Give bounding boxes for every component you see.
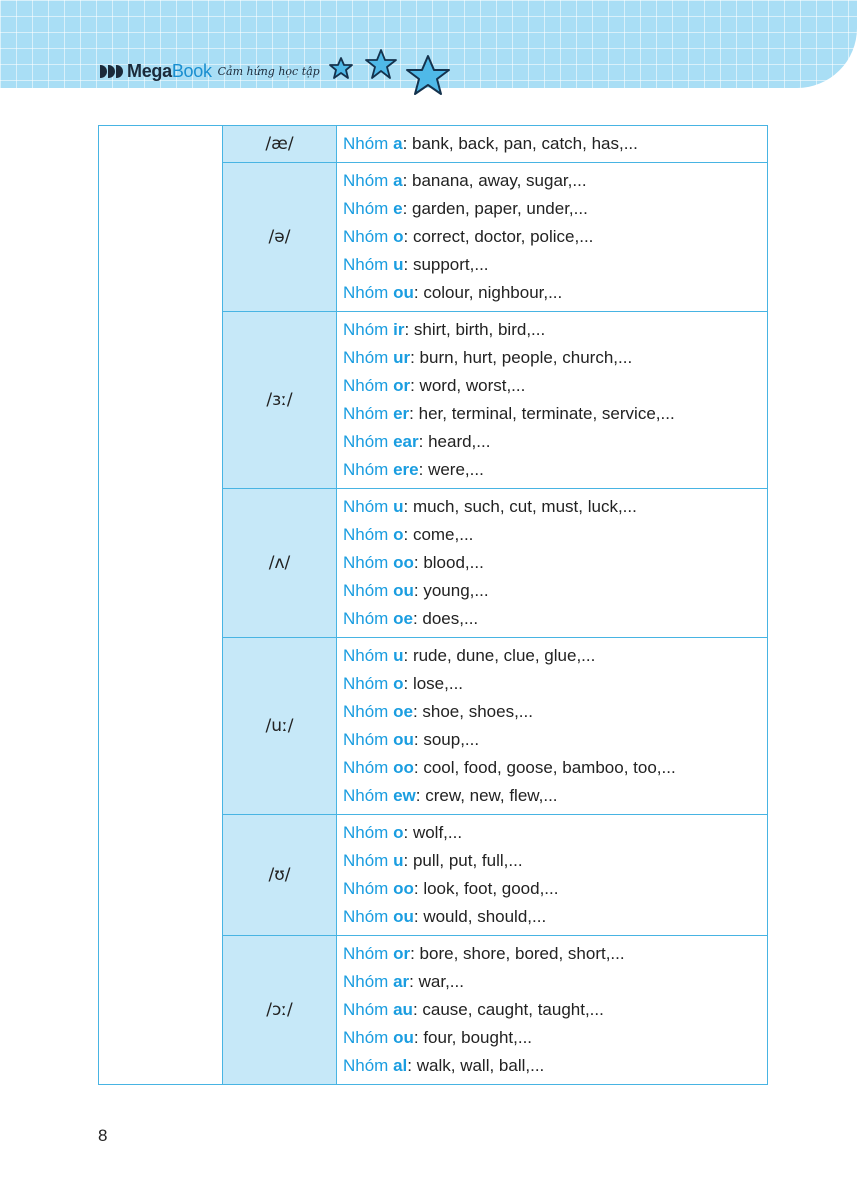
phonetic-symbol: /ʊ/ [223,815,337,936]
spelling-rule: Nhóm u: support,... [343,255,489,274]
spelling-rule: Nhóm u: pull, put, full,... [343,851,523,870]
rule-label: Nhóm [343,553,389,572]
rule-examples: banana, away, sugar,... [412,171,587,190]
rule-letters: u [393,497,404,516]
rule-letters: ou [393,581,414,600]
spelling-rule: Nhóm ou: colour, nighbour,... [343,283,563,302]
rule-examples: blood,... [423,553,484,572]
spelling-rule: Nhóm e: garden, paper, under,... [343,199,588,218]
rule-label: Nhóm [343,972,389,991]
rule-letters: ew [393,786,416,805]
spelling-rules-cell [337,638,768,815]
spelling-rules-cell [337,126,768,163]
spelling-rule: Nhóm ou: would, should,... [343,907,547,926]
rule-examples: come,... [412,525,474,544]
table-row [99,126,768,163]
rule-letters: a [393,171,403,190]
rule-letters: ou [393,907,414,926]
megabook-logo-icon [100,65,124,78]
rule-examples: soup,... [423,730,480,749]
rule-label: Nhóm [343,879,389,898]
rule-label: Nhóm [343,199,389,218]
phonetic-symbol: /æ/ [223,126,337,163]
rule-examples: word, worst,... [419,376,526,395]
rule-examples: shirt, birth, bird,... [413,320,546,339]
rule-label: Nhóm [343,348,389,367]
rule-label: Nhóm [343,851,389,870]
rule-label: Nhóm [343,674,389,693]
rule-letters: u [393,255,404,274]
rule-examples: colour, nighbour,... [423,283,563,302]
rule-label: Nhóm [343,134,389,153]
spelling-rule: Nhóm ir: shirt, birth, bird,... [343,320,546,339]
rule-label: Nhóm [343,404,389,423]
spelling-rule: Nhóm al: walk, wall, ball,... [343,1056,545,1075]
rule-label: Nhóm [343,227,389,246]
spelling-rules-cell [337,936,768,1085]
spelling-rule: Nhóm oo: cool, food, goose, bamboo, too,... [343,758,676,777]
star-icon [366,50,396,78]
rule-label: Nhóm [343,1000,389,1019]
rule-label: Nhóm [343,525,389,544]
rule-examples: rude, dune, clue, glue,... [412,646,596,665]
rule-examples: wolf,... [412,823,463,842]
rule-examples: would, should,... [423,907,547,926]
rule-letters: au [393,1000,413,1019]
rule-letters: o [393,227,404,246]
rule-letters: ere [393,460,419,479]
spelling-rule: Nhóm ar: war,... [343,972,464,991]
spelling-rule: Nhóm or: bore, shore, bored, short,... [343,944,625,963]
rule-letters: ur [393,348,411,367]
rule-letters: ear [393,432,419,451]
spelling-rule: Nhóm u: rude, dune, clue, glue,... [343,646,596,665]
spelling-rule: Nhóm a: banana, away, sugar,... [343,171,587,190]
rule-examples: her, terminal, terminate, service,... [418,404,675,423]
spelling-rule: Nhóm ew: crew, new, flew,... [343,786,558,805]
rule-letters: o [393,525,404,544]
rule-examples: correct, doctor, police,... [412,227,594,246]
rule-letters: ou [393,1028,414,1047]
brand-tagline: Cảm hứng học tập [217,64,320,78]
spelling-rule: Nhóm o: correct, doctor, police,... [343,227,594,246]
rule-label: Nhóm [343,283,389,302]
rule-label: Nhóm [343,646,389,665]
spelling-rules-cell [337,312,768,489]
category-cell [99,126,223,1085]
rule-letters: oe [393,702,413,721]
spelling-rules-cell [337,163,768,312]
rule-letters: o [393,823,404,842]
spelling-rule: Nhóm ou: four, bought,... [343,1028,533,1047]
rule-label: Nhóm [343,255,389,274]
rule-letters: o [393,674,404,693]
star-icon [407,56,449,94]
rule-label: Nhóm [343,758,389,777]
spelling-rule: Nhóm ear: heard,... [343,432,491,451]
rule-letters: or [393,944,411,963]
spelling-rule: Nhóm o: come,... [343,525,474,544]
rule-examples: burn, hurt, people, church,... [419,348,633,367]
phonics-table [98,125,768,1085]
page-number: 8 [98,1126,108,1145]
rule-label: Nhóm [343,907,389,926]
phonetic-symbol: /ʌ/ [223,489,337,638]
spelling-rule: Nhóm ere: were,... [343,460,484,479]
spelling-rule: Nhóm o: wolf,... [343,823,463,842]
spelling-rule: Nhóm oe: shoe, shoes,... [343,702,533,721]
rule-examples: does,... [422,609,479,628]
rule-examples: bore, shore, bored, short,... [419,944,625,963]
rule-label: Nhóm [343,609,389,628]
spelling-rules-cell [337,489,768,638]
rule-letters: e [393,199,403,218]
phonetic-symbol: /ə/ [223,163,337,312]
rule-examples: cool, food, goose, bamboo, too,... [423,758,676,777]
rule-letters: oo [393,553,414,572]
brand-logo [100,58,320,84]
phonetic-symbol: /ɜː/ [223,312,337,489]
spelling-rule: Nhóm au: cause, caught, taught,... [343,1000,604,1019]
stars-decoration [327,44,457,98]
rule-examples: young,... [423,581,489,600]
rule-letters: oo [393,879,414,898]
rule-label: Nhóm [343,786,389,805]
rule-examples: walk, wall, ball,... [416,1056,545,1075]
rule-examples: heard,... [428,432,491,451]
rule-label: Nhóm [343,944,389,963]
rule-label: Nhóm [343,1056,389,1075]
rule-examples: bank, back, pan, catch, has,... [412,134,638,153]
phonetic-symbol: /uː/ [223,638,337,815]
rule-letters: a [393,134,403,153]
spelling-rule: Nhóm ur: burn, hurt, people, church,... [343,348,633,367]
rule-examples: four, bought,... [423,1028,533,1047]
spelling-rule: Nhóm er: her, terminal, terminate, service,... [343,404,675,423]
rule-examples: garden, paper, under,... [412,199,588,218]
rule-letters: er [393,404,410,423]
rule-examples: look, foot, good,... [423,879,559,898]
spelling-rule: Nhóm u: much, such, cut, must, luck,... [343,497,637,516]
rule-label: Nhóm [343,376,389,395]
rule-letters: ou [393,283,414,302]
phonetic-symbol: /ɔː/ [223,936,337,1085]
rule-label: Nhóm [343,823,389,842]
brand-name: MegaBook [127,60,212,81]
rule-label: Nhóm [343,1028,389,1047]
rule-examples: lose,... [412,674,464,693]
spelling-rules-cell [337,815,768,936]
spelling-rule: Nhóm ou: young,... [343,581,489,600]
spelling-rule: Nhóm oe: does,... [343,609,479,628]
spelling-rule: Nhóm oo: blood,... [343,553,484,572]
star-icon [330,58,352,78]
rule-label: Nhóm [343,320,389,339]
rule-label: Nhóm [343,730,389,749]
rule-letters: or [393,376,411,395]
spelling-rule: Nhóm o: lose,... [343,674,464,693]
rule-letters: al [393,1056,408,1075]
rule-label: Nhóm [343,432,389,451]
rule-label: Nhóm [343,497,389,516]
rule-examples: much, such, cut, must, luck,... [412,497,637,516]
rule-letters: oe [393,609,413,628]
rule-letters: ou [393,730,414,749]
rule-examples: crew, new, flew,... [425,786,558,805]
spelling-rule: Nhóm oo: look, foot, good,... [343,879,559,898]
rule-letters: u [393,646,404,665]
rule-examples: pull, put, full,... [412,851,523,870]
rule-label: Nhóm [343,171,389,190]
spelling-rule: Nhóm a: bank, back, pan, catch, has,... [343,134,638,153]
spelling-rule: Nhóm or: word, worst,... [343,376,526,395]
rule-letters: u [393,851,404,870]
rule-examples: cause, caught, taught,... [422,1000,604,1019]
page-header [0,0,857,88]
rule-label: Nhóm [343,702,389,721]
rule-examples: shoe, shoes,... [422,702,533,721]
rule-label: Nhóm [343,581,389,600]
rule-label: Nhóm [343,460,389,479]
rule-letters: oo [393,758,414,777]
rule-letters: ar [393,972,410,991]
rule-letters: ir [393,320,405,339]
rule-examples: were,... [428,460,484,479]
rule-examples: war,... [418,972,464,991]
spelling-rule: Nhóm ou: soup,... [343,730,480,749]
rule-examples: support,... [412,255,489,274]
